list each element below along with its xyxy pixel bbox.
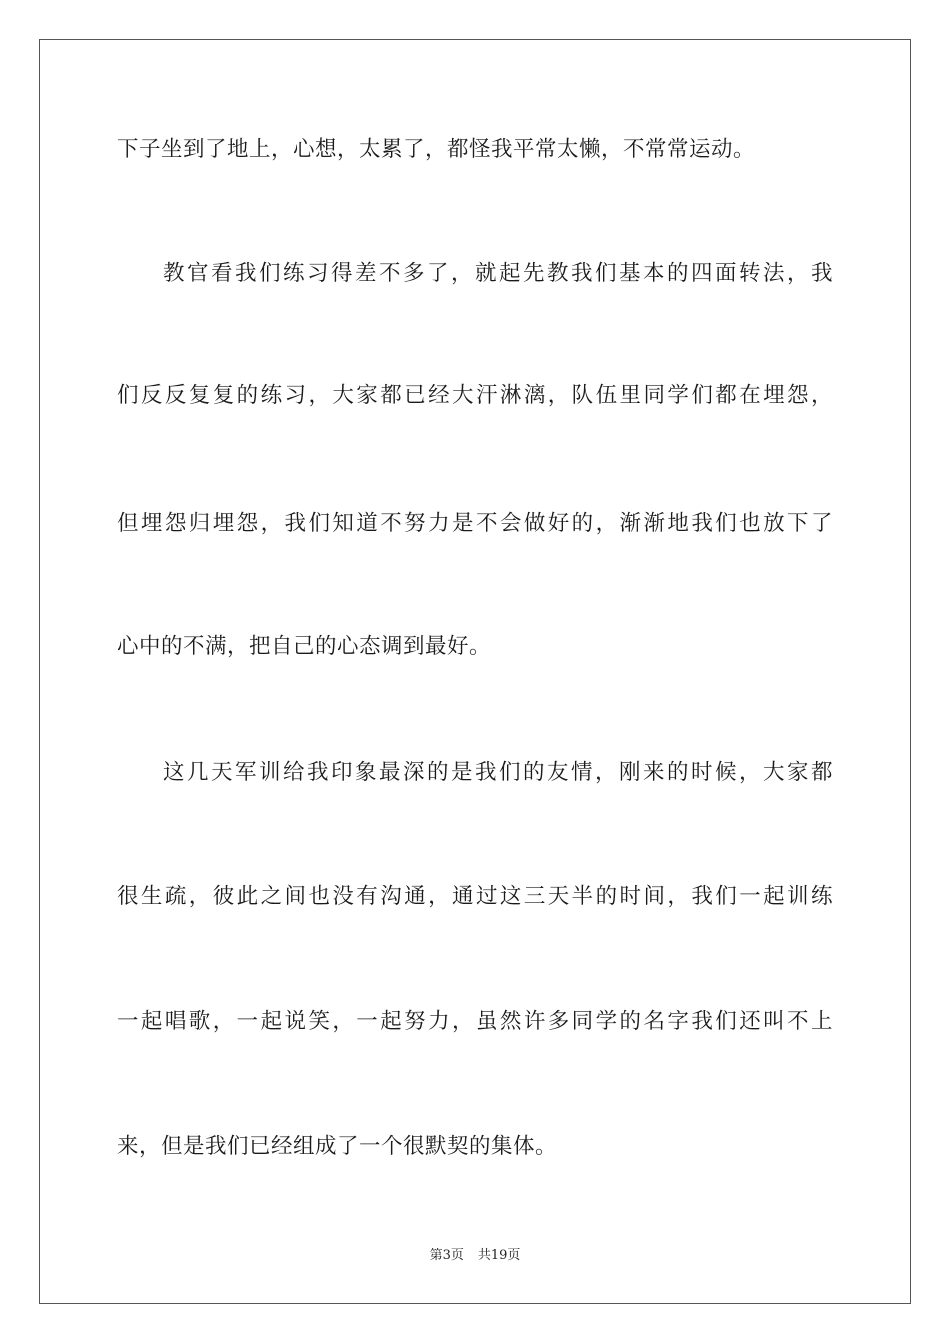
total-pages: 共19页 <box>477 1248 521 1263</box>
text-line-8: 一起唱歌，一起说笑，一起努力，虽然许多同学的名字我们还叫不上 <box>117 1009 833 1034</box>
text-line-4: 但埋怨归埋怨，我们知道不努力是不会做好的，渐渐地我们也放下了 <box>117 511 833 536</box>
page-border <box>39 39 911 1304</box>
page-footer <box>0 1247 950 1265</box>
text-line-1: 下子坐到了地上，心想，太累了，都怪我平常太懒，不常常运动。 <box>117 137 756 162</box>
text-line-2: 教官看我们练习得差不多了，就起先教我们基本的四面转法，我 <box>163 261 833 286</box>
text-line-3: 们反反复复的练习，大家都已经大汗淋漓，队伍里同学们都在埋怨， <box>117 383 833 408</box>
text-line-9: 来，但是我们已经组成了一个很默契的集体。 <box>117 1134 558 1159</box>
text-line-6: 这几天军训给我印象最深的是我们的友情，刚来的时候，大家都 <box>163 760 833 785</box>
page-number: 第3页 <box>429 1248 464 1263</box>
text-line-7: 很生疏，彼此之间也没有沟通，通过这三天半的时间，我们一起训练 <box>117 884 833 909</box>
text-line-5: 心中的不满，把自己的心态调到最好。 <box>117 634 492 659</box>
